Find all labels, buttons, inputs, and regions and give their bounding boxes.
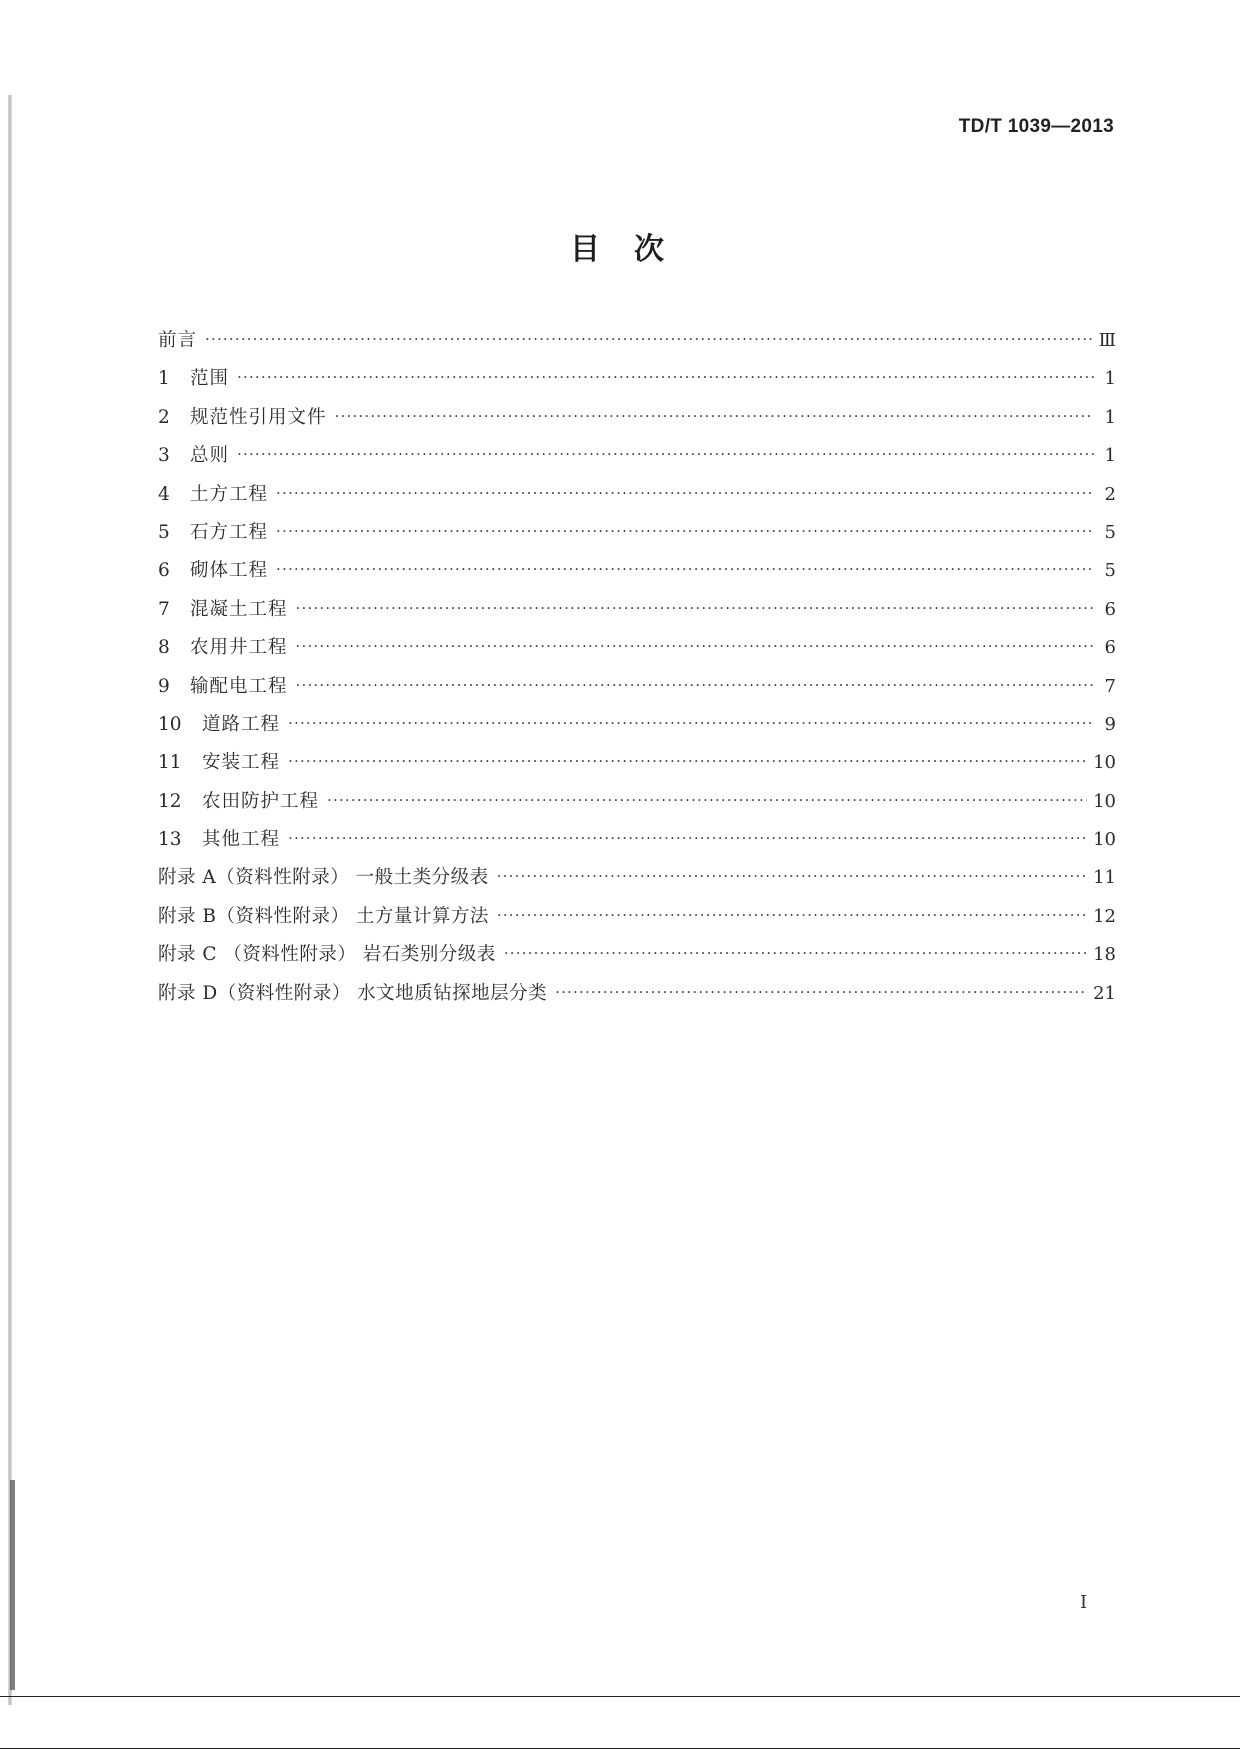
scan-border-line (0, 1748, 1240, 1749)
toc-leader-dots (288, 829, 1087, 847)
toc-label (158, 403, 327, 429)
toc-title: 附录 C （资料性附录） 岩石类别分级表 (158, 944, 496, 966)
toc-page-number: 7 (1104, 675, 1116, 697)
toc-page-number: 21 (1093, 982, 1116, 1004)
toc-entry-annex-d[interactable] (158, 979, 1116, 1017)
toc-title: 附录 B（资料性附录） 土方量计算方法 (158, 905, 489, 927)
toc-page-number: 1 (1104, 445, 1116, 467)
scan-border-line (0, 1696, 1240, 1697)
toc-page-number: 10 (1093, 790, 1116, 812)
toc-label (158, 480, 268, 506)
toc-entry-9[interactable] (158, 672, 1116, 710)
toc-label (158, 556, 268, 582)
toc-leader-dots (237, 368, 1094, 386)
toc-leader-dots (296, 676, 1094, 694)
toc-section-number: 12 (158, 790, 182, 812)
toc-section-number: 5 (158, 521, 170, 543)
toc-section-number: 3 (158, 445, 170, 467)
toc-label (158, 748, 280, 774)
toc-label (158, 825, 280, 851)
toc-entry-4[interactable] (158, 480, 1116, 518)
toc-entry-preface[interactable] (158, 326, 1116, 364)
toc-label (158, 595, 288, 621)
toc-title: 混凝土工程 (190, 598, 288, 620)
toc-title: 安装工程 (202, 752, 281, 774)
toc-title: 输配电工程 (190, 675, 288, 697)
toc-label (158, 672, 288, 698)
toc-label (158, 940, 496, 966)
toc-section-number: 1 (158, 368, 170, 390)
toc-page-number: 10 (1093, 829, 1116, 851)
toc-leader-dots (497, 867, 1087, 885)
toc-leader-dots (276, 560, 1094, 578)
toc-page-number: 18 (1093, 944, 1116, 966)
toc-title: 土方工程 (190, 483, 269, 505)
toc-title: 石方工程 (190, 521, 269, 543)
toc-page-number: 6 (1104, 637, 1116, 659)
toc-page-number: 2 (1104, 483, 1116, 505)
toc-leader-dots (288, 714, 1094, 732)
standard-number: TD/T 1039—2013 (958, 116, 1114, 137)
toc-leader-dots (327, 791, 1087, 809)
toc-title: 范围 (190, 368, 230, 390)
toc-entry-2[interactable] (158, 403, 1116, 441)
toc-leader-dots (205, 330, 1093, 348)
toc-section-number: 8 (158, 637, 170, 659)
toc-section-number: 13 (158, 829, 182, 851)
toc-label (158, 518, 268, 544)
toc-label (158, 902, 489, 928)
toc-leader-dots (335, 407, 1094, 425)
toc-title: 附录 D（资料性附录） 水文地质钻探地层分类 (158, 982, 548, 1004)
toc-page-number: Ⅲ (1098, 330, 1116, 351)
toc-entry-1[interactable] (158, 364, 1116, 402)
toc-entry-6[interactable] (158, 556, 1116, 594)
toc-entry-11[interactable] (158, 748, 1116, 786)
toc-page-number: 6 (1104, 598, 1116, 620)
toc-title: 道路工程 (202, 713, 281, 735)
toc-page-number: 1 (1104, 406, 1116, 428)
toc-entry-12[interactable] (158, 787, 1116, 825)
toc-page-number: 12 (1093, 905, 1116, 927)
toc-leader-dots (276, 522, 1094, 540)
toc-entry-annex-b[interactable] (158, 902, 1116, 940)
toc-label (158, 863, 489, 889)
toc-entry-10[interactable] (158, 710, 1116, 748)
toc-entry-5[interactable] (158, 518, 1116, 556)
toc-section-number: 4 (158, 483, 170, 505)
page-title: 目 次 (570, 232, 666, 267)
toc-page-number: 10 (1093, 752, 1116, 774)
toc-label (158, 710, 280, 736)
toc-title: 规范性引用文件 (190, 406, 327, 428)
toc-leader-dots (296, 599, 1094, 617)
toc-label (158, 441, 229, 467)
toc-label (158, 979, 547, 1005)
toc-label (158, 633, 288, 659)
toc-section-number: 9 (158, 675, 170, 697)
toc-section-number: 11 (158, 752, 182, 774)
toc-page-number: 11 (1093, 867, 1116, 889)
toc-title: 前言 (158, 330, 198, 351)
toc-leader-dots (497, 906, 1087, 924)
toc-label (158, 326, 197, 352)
toc-section-number: 6 (158, 560, 170, 582)
toc-page-number: 5 (1104, 560, 1116, 582)
toc-section-number: 10 (158, 713, 182, 735)
toc-entry-8[interactable] (158, 633, 1116, 671)
toc-title: 附录 A（资料性附录） 一般土类分级表 (158, 867, 489, 889)
toc-entry-7[interactable] (158, 595, 1116, 633)
toc-leader-dots (504, 944, 1087, 962)
toc-title: 其他工程 (202, 829, 281, 851)
toc-entry-13[interactable] (158, 825, 1116, 863)
toc-entry-annex-a[interactable] (158, 863, 1116, 901)
page-number: I (1080, 1592, 1088, 1613)
toc-title: 农用井工程 (190, 637, 288, 659)
toc-section-number: 2 (158, 406, 170, 428)
toc-entry-3[interactable] (158, 441, 1116, 479)
toc-leader-dots (288, 752, 1087, 770)
toc-label (158, 787, 319, 813)
scan-binding-shadow (10, 1480, 15, 1690)
toc-page-number: 9 (1104, 713, 1116, 735)
toc-leader-dots (296, 637, 1094, 655)
table-of-contents (158, 326, 1116, 1017)
scan-binding-edge (8, 95, 12, 1705)
toc-page-number: 5 (1104, 521, 1116, 543)
toc-entry-annex-c[interactable] (158, 940, 1116, 978)
toc-title: 农田防护工程 (202, 790, 320, 812)
toc-leader-dots (555, 983, 1087, 1001)
toc-title: 砌体工程 (190, 560, 269, 582)
toc-label (158, 364, 229, 390)
toc-leader-dots (237, 445, 1094, 463)
toc-leader-dots (276, 484, 1094, 502)
toc-title: 总则 (190, 445, 230, 467)
toc-section-number: 7 (158, 598, 170, 620)
toc-page-number: 1 (1104, 368, 1116, 390)
